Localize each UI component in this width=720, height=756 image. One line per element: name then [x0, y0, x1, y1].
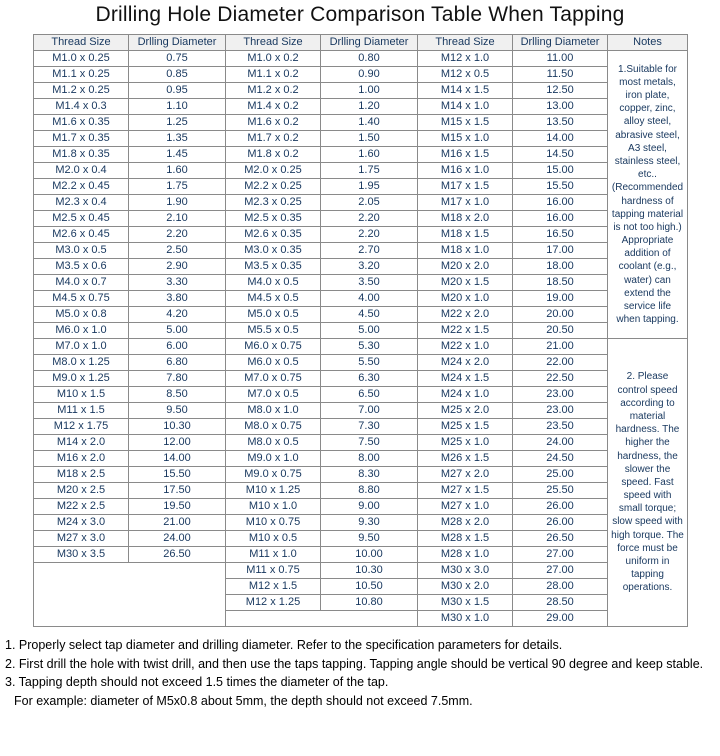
footer-notes: [5, 639, 720, 708]
thread-size-cell: M18 x 1.0: [418, 243, 513, 259]
drill-diameter-cell: 26.50: [129, 547, 226, 563]
thread-size-cell: M22 x 1.0: [418, 339, 513, 355]
drill-diameter-cell: 16.50: [513, 227, 608, 243]
drill-diameter-cell: 14.50: [513, 147, 608, 163]
thread-size-cell: M12 x 1.25: [226, 595, 321, 611]
drill-diameter-cell: 1.60: [129, 163, 226, 179]
drill-diameter-cell: 15.50: [129, 467, 226, 483]
drill-diameter-cell: 7.80: [129, 371, 226, 387]
drill-diameter-cell: 26.00: [513, 499, 608, 515]
drill-diameter-cell: 1.25: [129, 115, 226, 131]
drill-diameter-cell: 2.70: [321, 243, 418, 259]
thread-size-cell: M5.5 x 0.5: [226, 323, 321, 339]
thread-size-cell: M2.6 x 0.35: [226, 227, 321, 243]
thread-size-cell: M26 x 1.5: [418, 451, 513, 467]
drill-diameter-cell: 13.50: [513, 115, 608, 131]
drill-diameter-cell: 1.00: [321, 83, 418, 99]
drill-diameter-cell: 9.50: [129, 403, 226, 419]
drill-diameter-cell: 1.50: [321, 131, 418, 147]
thread-size-cell: M25 x 1.0: [418, 435, 513, 451]
thread-size-cell: M12 x 1.75: [34, 419, 129, 435]
drill-diameter-cell: 7.50: [321, 435, 418, 451]
thread-size-cell: M20 x 2.0: [418, 259, 513, 275]
table-row: [34, 99, 688, 115]
thread-size-cell: M2.5 x 0.45: [34, 211, 129, 227]
page: [0, 3, 720, 708]
drill-diameter-cell: 2.20: [321, 227, 418, 243]
drill-diameter-cell: 18.50: [513, 275, 608, 291]
drill-diameter-cell: 10.00: [321, 547, 418, 563]
header-thread-size-3: Thread Size: [418, 35, 513, 51]
thread-size-cell: M1.1 x 0.25: [34, 67, 129, 83]
table-row: [34, 227, 688, 243]
drill-diameter-cell: 0.75: [129, 51, 226, 67]
thread-size-cell: M2.5 x 0.35: [226, 211, 321, 227]
drill-diameter-cell: 1.40: [321, 115, 418, 131]
drill-diameter-cell: 27.00: [513, 563, 608, 579]
drill-diameter-cell: 15.00: [513, 163, 608, 179]
drill-diameter-cell: 3.50: [321, 275, 418, 291]
thread-size-cell: M1.8 x 0.2: [226, 147, 321, 163]
drill-diameter-cell: 9.50: [321, 531, 418, 547]
table-row: [34, 483, 688, 499]
thread-size-cell: M20 x 1.0: [418, 291, 513, 307]
thread-size-cell: M10 x 1.25: [226, 483, 321, 499]
table-row: [34, 83, 688, 99]
drill-diameter-cell: 0.90: [321, 67, 418, 83]
table-row: [34, 275, 688, 291]
drill-diameter-cell: 5.00: [321, 323, 418, 339]
drill-diameter-cell: 24.00: [513, 435, 608, 451]
thread-size-cell: M3.5 x 0.35: [226, 259, 321, 275]
drill-diameter-cell: 10.30: [321, 563, 418, 579]
drill-diameter-cell: 19.00: [513, 291, 608, 307]
thread-size-cell: M10 x 1.0: [226, 499, 321, 515]
thread-size-cell: M27 x 3.0: [34, 531, 129, 547]
drill-diameter-cell: 5.30: [321, 339, 418, 355]
drill-diameter-cell: 21.00: [129, 515, 226, 531]
drill-diameter-cell: 7.00: [321, 403, 418, 419]
table-row: [34, 323, 688, 339]
thread-size-cell: M24 x 1.5: [418, 371, 513, 387]
thread-size-cell: M12 x 1.5: [226, 579, 321, 595]
thread-size-cell: M2.3 x 0.25: [226, 195, 321, 211]
table-row: [34, 467, 688, 483]
drill-diameter-cell: 4.50: [321, 307, 418, 323]
drill-diameter-cell: 9.30: [321, 515, 418, 531]
drill-diameter-cell: 2.05: [321, 195, 418, 211]
thread-size-cell: M1.0 x 0.2: [226, 51, 321, 67]
table-row: [34, 51, 688, 67]
drill-diameter-cell: 2.20: [129, 227, 226, 243]
thread-size-cell: M20 x 2.5: [34, 483, 129, 499]
thread-size-cell: M1.7 x 0.35: [34, 131, 129, 147]
thread-size-cell: M16 x 1.5: [418, 147, 513, 163]
drill-diameter-cell: 11.00: [513, 51, 608, 67]
thread-size-cell: M10 x 0.5: [226, 531, 321, 547]
drill-diameter-cell: 8.00: [321, 451, 418, 467]
thread-size-cell: M7.0 x 0.75: [226, 371, 321, 387]
thread-size-cell: M9.0 x 1.0: [226, 451, 321, 467]
drill-diameter-cell: 27.00: [513, 547, 608, 563]
thread-size-cell: M1.2 x 0.2: [226, 83, 321, 99]
drill-diameter-cell: 0.95: [129, 83, 226, 99]
thread-size-cell: M24 x 2.0: [418, 355, 513, 371]
drill-diameter-cell: 3.80: [129, 291, 226, 307]
thread-size-cell: M10 x 0.75: [226, 515, 321, 531]
drill-diameter-cell: 17.00: [513, 243, 608, 259]
thread-size-cell: M8.0 x 0.75: [226, 419, 321, 435]
drill-diameter-cell: 16.00: [513, 195, 608, 211]
drill-diameter-cell: 1.75: [129, 179, 226, 195]
drill-diameter-cell: 22.00: [513, 355, 608, 371]
table-row: [34, 179, 688, 195]
thread-size-cell: M1.7 x 0.2: [226, 131, 321, 147]
drill-diameter-cell: 1.35: [129, 131, 226, 147]
drill-diameter-cell: 6.50: [321, 387, 418, 403]
header-thread-size-1: Thread Size: [34, 35, 129, 51]
notes-cell-2: 2. Please control speed according to material hardness. The higher the hardness, the slower the speed. Fast speed with small torque; slow speed with high torque. The force must be uniform in tapping operations.: [608, 339, 688, 627]
drill-diameter-cell: 4.00: [321, 291, 418, 307]
notes-cell-1: 1.Suitable for most metals, iron plate, copper, zinc, alloy steel, abrasive steel, A3 steel, stainless steel, etc..(Recommended hardness of tapping material is not too high.) Appropriate addition of coolant (e.g., water) can extend the service life when tapping.: [608, 51, 688, 339]
empty-cell: [34, 563, 226, 627]
thread-size-cell: M25 x 1.5: [418, 419, 513, 435]
drill-diameter-cell: 6.80: [129, 355, 226, 371]
thread-size-cell: M7.0 x 0.5: [226, 387, 321, 403]
thread-size-cell: M2.2 x 0.45: [34, 179, 129, 195]
thread-size-cell: M3.5 x 0.6: [34, 259, 129, 275]
thread-size-cell: M6.0 x 0.5: [226, 355, 321, 371]
drill-diameter-cell: 15.50: [513, 179, 608, 195]
thread-size-cell: M17 x 1.0: [418, 195, 513, 211]
drill-diameter-cell: 8.30: [321, 467, 418, 483]
drill-diameter-cell: 4.20: [129, 307, 226, 323]
drill-diameter-cell: 3.20: [321, 259, 418, 275]
drill-diameter-cell: 10.80: [321, 595, 418, 611]
thread-size-cell: M30 x 3.5: [34, 547, 129, 563]
thread-size-cell: M24 x 3.0: [34, 515, 129, 531]
thread-size-cell: M22 x 1.5: [418, 323, 513, 339]
footer-note-2: 2. First drill the hole with twist drill, and then use the taps tapping. Tapping angle should be vertical 90 degree and keep stable.: [5, 656, 704, 671]
table-row: [34, 243, 688, 259]
drill-diameter-cell: 1.60: [321, 147, 418, 163]
drill-diameter-cell: 25.50: [513, 483, 608, 499]
thread-size-cell: M2.0 x 0.25: [226, 163, 321, 179]
thread-size-cell: M1.1 x 0.2: [226, 67, 321, 83]
thread-size-cell: M8.0 x 1.0: [226, 403, 321, 419]
table-row: [34, 131, 688, 147]
drill-diameter-cell: 1.45: [129, 147, 226, 163]
thread-size-cell: M7.0 x 1.0: [34, 339, 129, 355]
table-row: [34, 531, 688, 547]
thread-size-cell: M18 x 1.5: [418, 227, 513, 243]
table-row: [34, 339, 688, 355]
thread-size-cell: M8.0 x 0.5: [226, 435, 321, 451]
table-row: [34, 419, 688, 435]
thread-size-cell: M27 x 1.0: [418, 499, 513, 515]
drill-diameter-cell: 21.00: [513, 339, 608, 355]
drill-diameter-cell: 2.90: [129, 259, 226, 275]
drill-diameter-cell: 0.80: [321, 51, 418, 67]
drill-diameter-cell: 12.00: [129, 435, 226, 451]
drill-diameter-cell: 1.10: [129, 99, 226, 115]
thread-size-cell: M15 x 1.5: [418, 115, 513, 131]
drill-diameter-cell: 6.30: [321, 371, 418, 387]
header-row: [34, 35, 688, 51]
thread-size-cell: M20 x 1.5: [418, 275, 513, 291]
drill-diameter-cell: 18.00: [513, 259, 608, 275]
empty-cell: [226, 611, 418, 627]
thread-size-cell: M1.2 x 0.25: [34, 83, 129, 99]
table-row: [34, 259, 688, 275]
thread-size-cell: M28 x 2.0: [418, 515, 513, 531]
table-row: [34, 147, 688, 163]
table-row: [34, 163, 688, 179]
drill-diameter-cell: 3.30: [129, 275, 226, 291]
drill-diameter-cell: 23.50: [513, 419, 608, 435]
thread-size-cell: M22 x 2.5: [34, 499, 129, 515]
comparison-table: [33, 34, 688, 627]
drill-diameter-cell: 20.50: [513, 323, 608, 339]
thread-size-cell: M27 x 2.0: [418, 467, 513, 483]
thread-size-cell: M14 x 1.0: [418, 99, 513, 115]
drill-diameter-cell: 23.00: [513, 387, 608, 403]
drill-diameter-cell: 6.00: [129, 339, 226, 355]
thread-size-cell: M30 x 1.0: [418, 611, 513, 627]
table-body: [34, 51, 688, 627]
footer-note-3: 3. Tapping depth should not exceed 1.5 times the diameter of the tap.: [5, 675, 389, 689]
drill-diameter-cell: 8.50: [129, 387, 226, 403]
thread-size-cell: M5.0 x 0.8: [34, 307, 129, 323]
page-title: Drilling Hole Diameter Comparison Table When Tapping: [95, 3, 625, 26]
header-drill-diameter-1: Drlling Diameter: [129, 35, 226, 51]
drill-diameter-cell: 9.00: [321, 499, 418, 515]
thread-size-cell: M14 x 2.0: [34, 435, 129, 451]
footer-note-1: 1. Properly select tap diameter and drilling diameter. Refer to the specification parameters for details.: [5, 638, 563, 652]
drill-diameter-cell: 5.50: [321, 355, 418, 371]
drill-diameter-cell: 28.50: [513, 595, 608, 611]
thread-size-cell: M11 x 1.5: [34, 403, 129, 419]
header-thread-size-2: Thread Size: [226, 35, 321, 51]
thread-size-cell: M6.0 x 0.75: [226, 339, 321, 355]
thread-size-cell: M16 x 1.0: [418, 163, 513, 179]
table-row: [34, 451, 688, 467]
table-row: [34, 435, 688, 451]
table-row: [34, 355, 688, 371]
drill-diameter-cell: 29.00: [513, 611, 608, 627]
drill-diameter-cell: 26.00: [513, 515, 608, 531]
thread-size-cell: M25 x 2.0: [418, 403, 513, 419]
thread-size-cell: M4.0 x 0.5: [226, 275, 321, 291]
table-row: [34, 371, 688, 387]
drill-diameter-cell: 28.00: [513, 579, 608, 595]
thread-size-cell: M2.2 x 0.25: [226, 179, 321, 195]
drill-diameter-cell: 1.95: [321, 179, 418, 195]
drill-diameter-cell: 25.00: [513, 467, 608, 483]
drill-diameter-cell: 2.20: [321, 211, 418, 227]
thread-size-cell: M11 x 1.0: [226, 547, 321, 563]
drill-diameter-cell: 10.50: [321, 579, 418, 595]
thread-size-cell: M10 x 1.5: [34, 387, 129, 403]
thread-size-cell: M9.0 x 1.25: [34, 371, 129, 387]
thread-size-cell: M4.5 x 0.75: [34, 291, 129, 307]
thread-size-cell: M1.0 x 0.25: [34, 51, 129, 67]
table-row: [34, 547, 688, 563]
thread-size-cell: M28 x 1.0: [418, 547, 513, 563]
thread-size-cell: M5.0 x 0.5: [226, 307, 321, 323]
thread-size-cell: M27 x 1.5: [418, 483, 513, 499]
thread-size-cell: M1.6 x 0.35: [34, 115, 129, 131]
drill-diameter-cell: 1.20: [321, 99, 418, 115]
thread-size-cell: M2.0 x 0.4: [34, 163, 129, 179]
thread-size-cell: M30 x 3.0: [418, 563, 513, 579]
drill-diameter-cell: 1.75: [321, 163, 418, 179]
thread-size-cell: M12 x 0.5: [418, 67, 513, 83]
drill-diameter-cell: 8.80: [321, 483, 418, 499]
thread-size-cell: M18 x 2.0: [418, 211, 513, 227]
thread-size-cell: M1.6 x 0.2: [226, 115, 321, 131]
thread-size-cell: M28 x 1.5: [418, 531, 513, 547]
thread-size-cell: M2.6 x 0.45: [34, 227, 129, 243]
table-row: [34, 115, 688, 131]
table-row: [34, 211, 688, 227]
drill-diameter-cell: 13.00: [513, 99, 608, 115]
drill-diameter-cell: 2.10: [129, 211, 226, 227]
drill-diameter-cell: 12.50: [513, 83, 608, 99]
thread-size-cell: M17 x 1.5: [418, 179, 513, 195]
drill-diameter-cell: 14.00: [513, 131, 608, 147]
table-row: [34, 387, 688, 403]
drill-diameter-cell: 19.50: [129, 499, 226, 515]
thread-size-cell: M11 x 0.75: [226, 563, 321, 579]
thread-size-cell: M9.0 x 0.75: [226, 467, 321, 483]
header-drill-diameter-3: Drlling Diameter: [513, 35, 608, 51]
drill-diameter-cell: 16.00: [513, 211, 608, 227]
drill-diameter-cell: 2.50: [129, 243, 226, 259]
drill-diameter-cell: 10.30: [129, 419, 226, 435]
drill-diameter-cell: 20.00: [513, 307, 608, 323]
thread-size-cell: M24 x 1.0: [418, 387, 513, 403]
table-row: [34, 403, 688, 419]
thread-size-cell: M2.3 x 0.4: [34, 195, 129, 211]
thread-size-cell: M14 x 1.5: [418, 83, 513, 99]
thread-size-cell: M30 x 1.5: [418, 595, 513, 611]
drill-diameter-cell: 24.00: [129, 531, 226, 547]
table-row: [34, 563, 688, 579]
drill-diameter-cell: 1.90: [129, 195, 226, 211]
footer-note-example: For example: diameter of M5x0.8 about 5mm, the depth should not exceed 7.5mm.: [14, 693, 473, 708]
drill-diameter-cell: 22.50: [513, 371, 608, 387]
header-drill-diameter-2: Drlling Diameter: [321, 35, 418, 51]
drill-diameter-cell: 5.00: [129, 323, 226, 339]
thread-size-cell: M15 x 1.0: [418, 131, 513, 147]
thread-size-cell: M6.0 x 1.0: [34, 323, 129, 339]
table-row: [34, 195, 688, 211]
thread-size-cell: M4.0 x 0.7: [34, 275, 129, 291]
table-row: [34, 499, 688, 515]
header-notes: Notes: [608, 35, 688, 51]
thread-size-cell: M1.8 x 0.35: [34, 147, 129, 163]
thread-size-cell: M18 x 2.5: [34, 467, 129, 483]
thread-size-cell: M3.0 x 0.5: [34, 243, 129, 259]
table-row: [34, 307, 688, 323]
table-row: [34, 67, 688, 83]
table-row: [34, 291, 688, 307]
drill-diameter-cell: 11.50: [513, 67, 608, 83]
drill-diameter-cell: 26.50: [513, 531, 608, 547]
table-row: [34, 515, 688, 531]
drill-diameter-cell: 7.30: [321, 419, 418, 435]
drill-diameter-cell: 24.50: [513, 451, 608, 467]
drill-diameter-cell: 23.00: [513, 403, 608, 419]
drill-diameter-cell: 17.50: [129, 483, 226, 499]
thread-size-cell: M30 x 2.0: [418, 579, 513, 595]
thread-size-cell: M22 x 2.0: [418, 307, 513, 323]
thread-size-cell: M12 x 1.0: [418, 51, 513, 67]
drill-diameter-cell: 0.85: [129, 67, 226, 83]
thread-size-cell: M4.5 x 0.5: [226, 291, 321, 307]
thread-size-cell: M16 x 2.0: [34, 451, 129, 467]
table-header: [34, 35, 688, 51]
thread-size-cell: M8.0 x 1.25: [34, 355, 129, 371]
thread-size-cell: M1.4 x 0.2: [226, 99, 321, 115]
drill-diameter-cell: 14.00: [129, 451, 226, 467]
thread-size-cell: M3.0 x 0.35: [226, 243, 321, 259]
thread-size-cell: M1.4 x 0.3: [34, 99, 129, 115]
